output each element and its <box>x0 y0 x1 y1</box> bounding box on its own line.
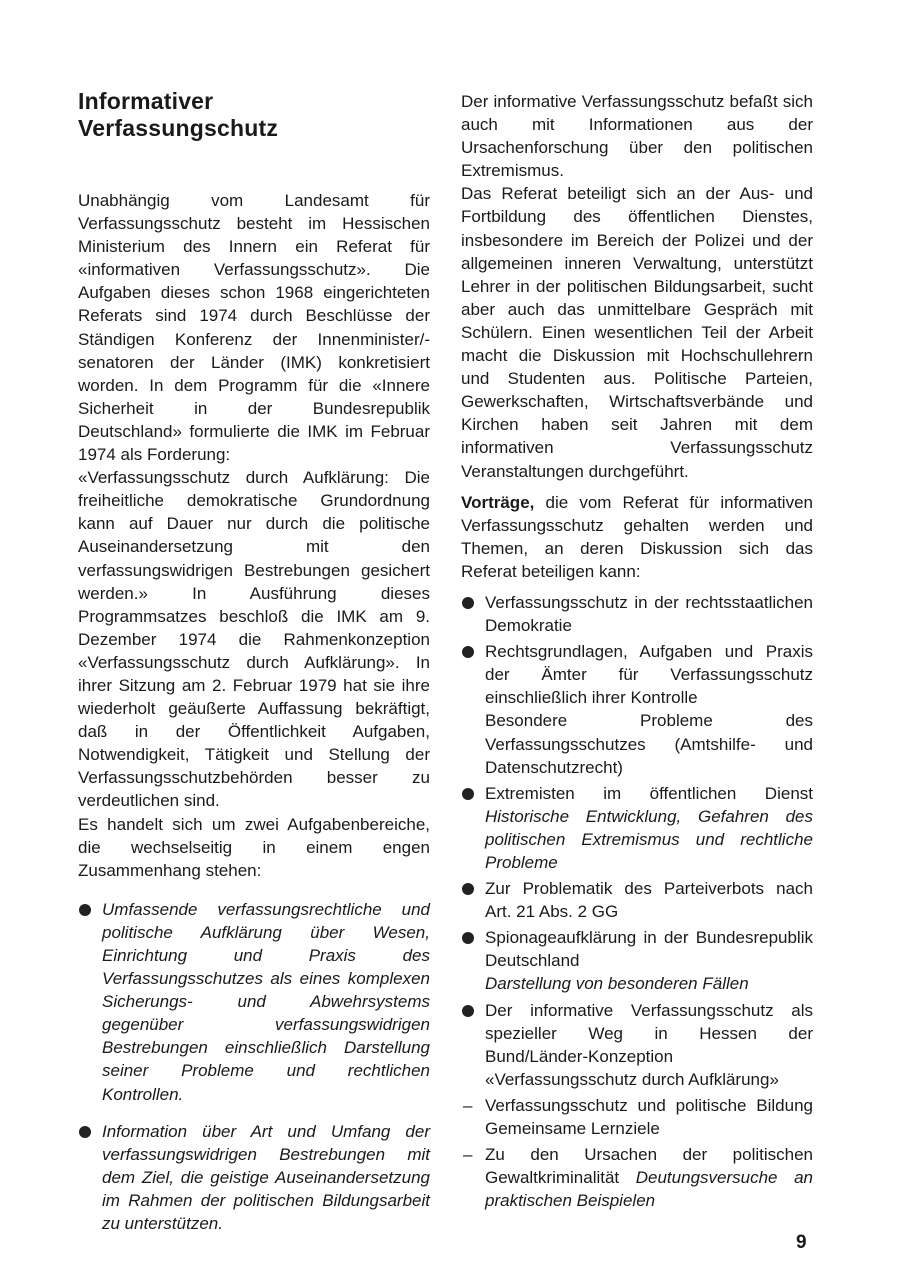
list-item: Spionageaufklärung in der Bundesrepublik Deutschland Darstellung von besonderen Fällen <box>461 926 813 995</box>
list-item: Zur Problematik des Parteiverbots nach Art. 21 Abs. 2 GG <box>461 877 813 923</box>
list-item: Verfassungsschutz in der rechtsstaatlichen Demokratie <box>461 591 813 637</box>
lectures-heading: Vorträge, <box>461 492 535 512</box>
tasks-paragraph: Es handelt sich um zwei Aufgabenbereiche, die wechselseitig in einem engen Zusammenhang stehen: <box>78 814 430 880</box>
training-paragraph: Das Referat beteiligt sich an der Aus- und Fortbildung des öffentlichen Dienstes, insbesondere im Bereich der Polizei und der allgemeinen inneren Verwaltung, unterstützt Lehrer in der politischen Bildungsarbeit, sucht aber auch das unmittelbare Gespräch mit Schülern. Einen wesentlichen Teil der Arbeit macht die Diskussion mit Hochschullehrern und Studenten aus. Politische Parteien, Gewerkschaften, Wirtschaftsverbände und Kirchen haben seit Jahren mit dem informativen Verfassungsschutz Veranstaltungen durchgeführt. <box>461 184 813 481</box>
page-number: 9 <box>796 1232 807 1253</box>
bullet-icon <box>79 904 91 916</box>
left-column <box>78 88 430 1235</box>
right-column <box>461 90 813 1212</box>
bullet-icon <box>79 1126 91 1138</box>
list-item: Information über Art und Umfang der verfassungswidrigen Bestrebungen mit dem Ziel, die geistige Auseinandersetzung im Rahmen der politischen Bildungsarbeit zu unterstützen. <box>78 1120 430 1235</box>
quote-paragraph: «Verfassungsschutz durch Aufklärung: Die freiheitliche demokratische Grundordnung kann auf Dauer nur durch die politische Auseinandersetzung mit den verfassungswidrigen Bestrebungen gesichert werden.» In Ausführung dieses Programmsatzes beschloß die IMK am 9. Dezember 1974 die Rahmenkonzeption «Verfassungsschutz durch Aufklärung». In ihrer Sitzung am 2. Februar 1979 hat sie ihre wiederholt geäußerte Auffassung bekräftigt, daß in der Öffentlichkeit Aufgaben, Notwendigkeit, Tätigkeit und Stellung der Verfassungsschutzbehörden besser zu verdeutlichen sind. <box>78 468 430 811</box>
tasks-list <box>78 898 430 1235</box>
list-item: Extremisten im öffentlichen Dienst Historische Entwicklung, Gefahren des politischen Extremismus und rechtliche Probleme <box>461 782 813 874</box>
list-item: Rechtsgrundlagen, Aufgaben und Praxis der Ämter für Verfassungsschutz einschließlich ihrer Kontrolle Besondere Probleme des Verfassungsschutzes (Amtshilfe- und Datenschutzrecht) <box>461 640 813 779</box>
research-paragraph: Der informative Verfassungsschutz befaßt sich auch mit Informationen aus der Ursachenforschung über den politischen Extremismus. <box>461 92 813 181</box>
list-item: – Verfassungsschutz und politische Bildung Gemeinsame Lernziele <box>463 1095 813 1139</box>
list-item: Umfassende verfassungsrechtliche und politische Aufklärung über Wesen, Einrichtung und Praxis des Verfassungsschutzes als eines komplexen Sicherungs- und Abwehrsystems gegenüber verfassungswidrigen Bestrebungen einschließlich Darstellung seiner Probleme und rechtlichen Kontrollen. <box>78 898 430 1106</box>
lectures-list <box>461 591 813 1212</box>
bullet-icon <box>462 932 474 944</box>
dash-icon: – <box>463 1095 473 1115</box>
dash-icon: – <box>463 1145 473 1165</box>
bullet-icon <box>462 788 474 800</box>
list-item: Der informative Verfassungsschutz als spezieller Weg in Hessen der Bund/Länder-Konzeption «Verfassungsschutz durch Aufklärung» <box>461 999 813 1091</box>
bullet-icon <box>462 883 474 895</box>
lectures-paragraph: Vorträge, die vom Referat für informativen Verfassungsschutz gehalten werden und Themen, an deren Diskussion sich das Referat beteiligen kann: <box>461 492 813 581</box>
bullet-icon <box>462 646 474 658</box>
page-title: Informativer Verfassungschutz <box>78 88 279 141</box>
list-item: – Zu den Ursachen der politischen Gewaltkriminalität Deutungsversuche an praktischen Beispielen <box>463 1145 814 1211</box>
bullet-icon <box>462 1005 474 1017</box>
bullet-icon <box>462 597 474 609</box>
intro-paragraph: Unabhängig vom Landesamt für Verfassungsschutz besteht im Hessischen Ministerium des Innern ein Referat für «informativen Verfassungsschutz». Die Aufgaben dieses schon 1968 eingerichteten Referats sind 1974 durch Beschlüsse der Ständigen Konferenz der Innenminister/-senatoren der Länder (IMK) konkretisiert worden. In dem Programm für die «Innere Sicherheit in der Bundesrepublik Deutschland» formulierte die IMK im Februar 1974 als Forderung: <box>78 191 430 465</box>
